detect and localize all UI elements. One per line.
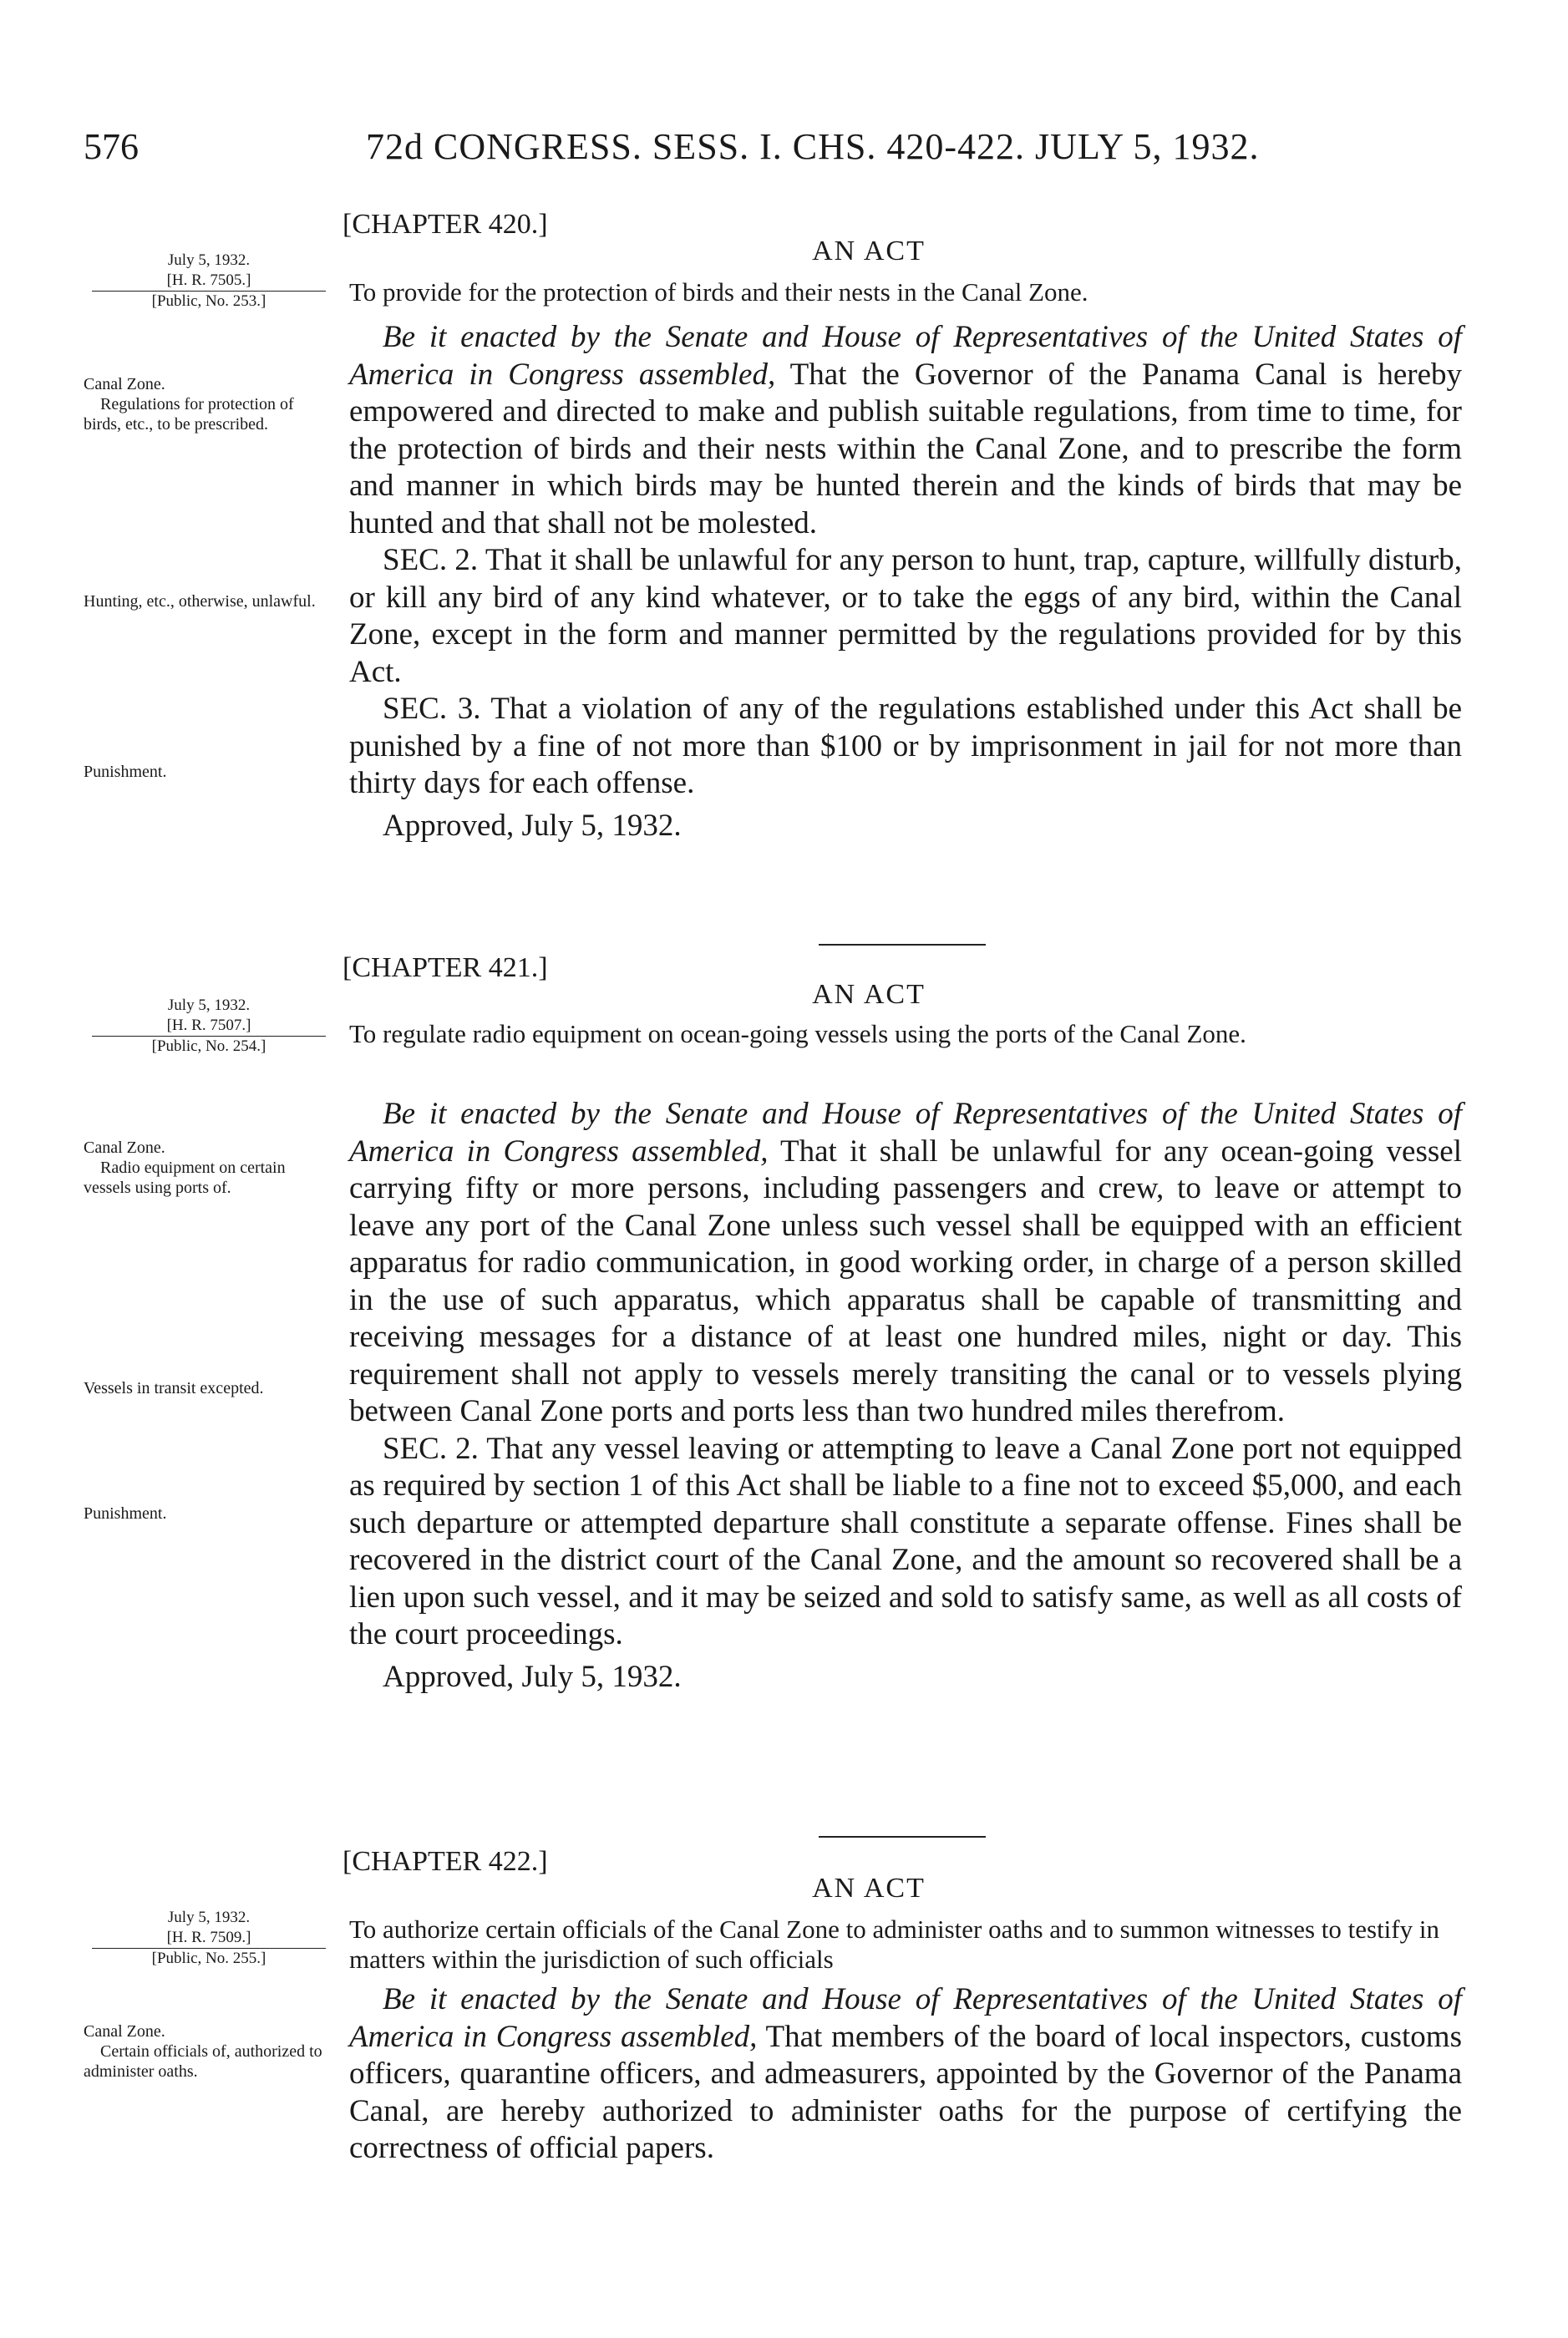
chapter-label: [CHAPTER 420.] — [343, 209, 548, 240]
section-paragraph: SEC. 3. That a violation of any of the regulations established under this Act shall be punished by a fine of not more than $100 or by imprisonment in jail for not more than thirty days for each offense. — [349, 692, 1462, 800]
meta-date: July 5, 1932. — [167, 251, 251, 269]
enacting-clause: Be it enacted by the Senate and House of Representatives of the United States of America in Congress assembled, — [349, 320, 1462, 392]
margin-note-head: Vessels in transit excepted. — [84, 1379, 264, 1397]
chapter-421 — [84, 937, 1462, 1823]
enacting-paragraph — [349, 1981, 1462, 2168]
section-text: That the Governor of the Panama Canal is hereby empowered and directed to make and publish suitable regulations, from time to time, for the protection of birds and their nests within the Canal Zone, and to prescribe the form and manner in which birds may be hunted therein and the kinds of birds that may be hunted and that shall not be molested. — [349, 357, 1462, 540]
margin-note — [84, 1378, 326, 1398]
approved-line: Approved, July 5, 1932. — [383, 1659, 682, 1694]
margin-note-sub: Certain officials of, authorized to administer oaths. — [84, 2042, 322, 2081]
margin-note-sub: Radio equipment on certain vessels using ports of. — [84, 1159, 286, 1197]
meta-date: July 5, 1932. — [167, 997, 251, 1014]
section-text: That members of the board of local inspectors, customs officers, quarantine officers, and admeasurers, appointed by the Governor of the Panama Canal, are hereby authorized to administer oaths for the purpose of certifying the correctness of official papers. — [349, 2019, 1462, 2165]
an-act-heading: AN ACT — [812, 1873, 926, 1904]
enacting-paragraph — [349, 319, 1462, 542]
enacting-paragraph — [349, 1096, 1462, 1431]
margin-note-head: Hunting, etc., otherwise, unlawful. — [84, 592, 316, 611]
margin-note-head: Punishment. — [84, 1504, 167, 1523]
margin-note-head: Punishment. — [84, 763, 167, 781]
approved-line: Approved, July 5, 1932. — [383, 808, 682, 843]
meta-public: [Public, No. 254.] — [151, 1037, 266, 1055]
margin-note — [84, 591, 326, 611]
running-head: 72d CONGRESS. SESS. I. CHS. 420-422. JULY 5, 1932. — [366, 126, 1260, 167]
chapter-meta — [84, 996, 334, 1057]
chapter-label: [CHAPTER 421.] — [343, 952, 548, 983]
meta-public: [Public, No. 255.] — [151, 1950, 266, 1967]
chapter-divider-rule — [819, 944, 986, 946]
chapter-meta — [84, 1908, 334, 1969]
act-title: To authorize certain officials of the Canal Zone to administer oaths and to summon witnesses to testify in matters within the jurisdiction of such officials — [349, 1915, 1439, 1974]
chapter-420 — [84, 209, 1462, 919]
section-paragraph: SEC. 2. That any vessel leaving or attempting to leave a Canal Zone port not equipped as required by section 1 of this Act shall be liable to a fine not to exceed $5,000, and each such departure or attempted departure shall constitute a separate offense. Fines shall be recovered in the district court of the Canal Zone, and the amount so recovered shall be a lien upon such vessel, and it may be seized and sold to satisfy same, as well as all costs of the court proceedings. — [349, 1431, 1462, 1651]
margin-note-head: Canal Zone. — [84, 375, 165, 393]
chapter-divider-rule — [819, 1836, 986, 1838]
margin-note — [84, 1138, 326, 1198]
margin-note-sub: Regulations for protection of birds, etc., to be prescribed. — [84, 395, 294, 434]
margin-note — [84, 374, 326, 434]
meta-public: [Public, No. 253.] — [151, 292, 266, 310]
chapter-422 — [84, 1831, 1462, 2299]
page-header — [84, 125, 1462, 175]
meta-bill: [H. R. 7509.] — [166, 1929, 251, 1946]
page-number: 576 — [84, 126, 139, 167]
act-body — [349, 1096, 1462, 1696]
an-act-heading: AN ACT — [812, 236, 926, 266]
meta-bill: [H. R. 7507.] — [166, 1017, 251, 1034]
margin-note — [84, 1504, 326, 1524]
act-body — [349, 319, 1462, 844]
act-title: To regulate radio equipment on ocean-going vessels using the ports of the Canal Zone. — [349, 1019, 1246, 1048]
meta-date: July 5, 1932. — [167, 1909, 251, 1926]
section-paragraph: SEC. 2. That it shall be unlawful for any person to hunt, trap, capture, willfully disturb, or kill any bird of any kind whatever, or to take the eggs of any bird, within the Canal Zone, except in the form and manner permitted by the regulations provided for by this Act. — [349, 543, 1462, 689]
margin-note-head: Canal Zone. — [84, 2022, 165, 2041]
margin-note — [84, 762, 326, 782]
meta-bill: [H. R. 7505.] — [166, 271, 251, 289]
an-act-heading: AN ACT — [812, 979, 926, 1010]
section-text: That it shall be unlawful for any ocean-going vessel carrying fifty or more persons, including passengers and crew, to leave or attempt to leave any port of the Canal Zone unless such vessel shall be equipped with an efficient apparatus for radio communication, in good working order, in charge of a person skilled in the use of such apparatus, which apparatus shall be capable of transmitting and receiving messages for a distance of at least one hundred miles, night or day. This requirement shall not apply to vessels merely transiting the canal or to vessels plying between Canal Zone ports and ports less than two hundred miles therefrom. — [349, 1133, 1462, 1428]
enacting-clause: Be it enacted by the Senate and House of Representatives of the United States of America in Congress assembled, — [349, 1097, 1462, 1169]
act-title: To provide for the protection of birds and their nests in the Canal Zone. — [349, 277, 1088, 307]
margin-note-head: Canal Zone. — [84, 1139, 165, 1157]
enacting-clause: Be it enacted by the Senate and House of Representatives of the United States of America in Congress assembled, — [349, 1982, 1462, 2054]
act-body — [349, 1981, 1462, 2168]
margin-note — [84, 2021, 326, 2082]
chapter-meta — [84, 251, 334, 312]
chapter-label: [CHAPTER 422.] — [343, 1846, 548, 1877]
